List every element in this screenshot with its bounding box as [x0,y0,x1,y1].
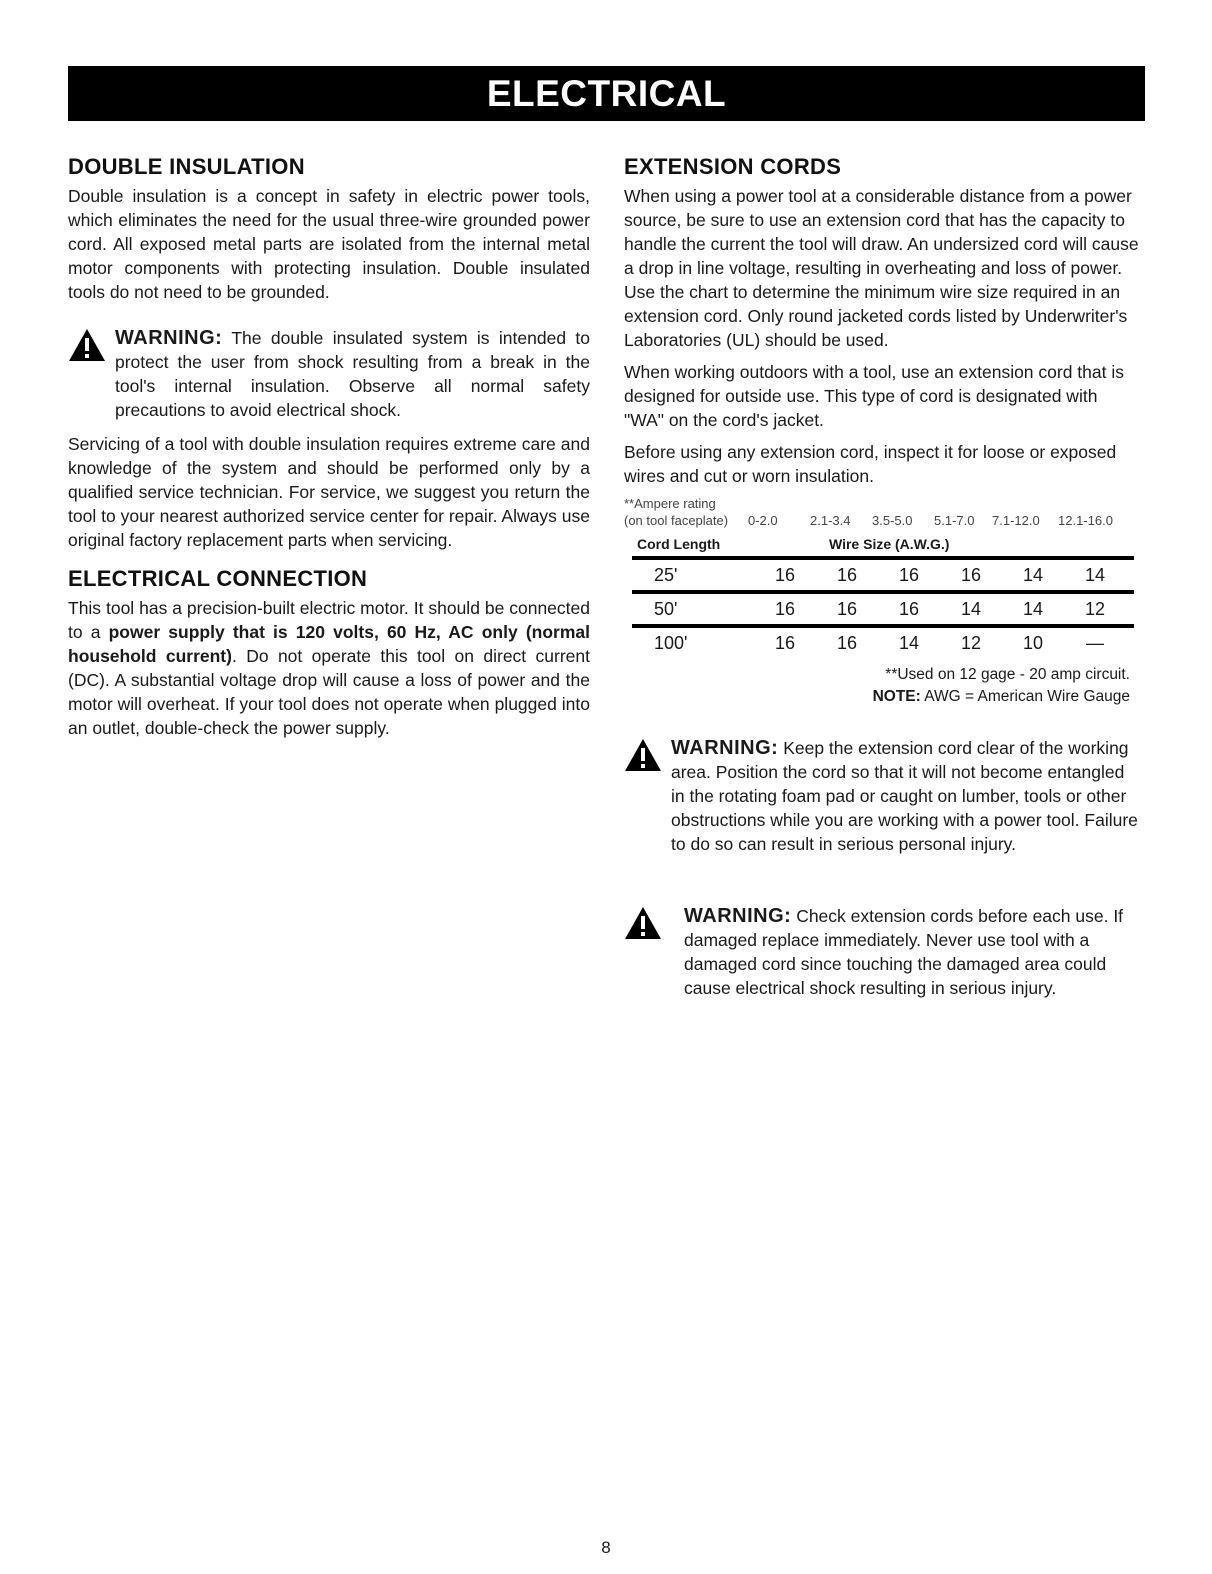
cord-length-cell: 100' [654,632,688,653]
cord-length-cell: 50' [654,598,678,619]
extension-cords-paragraph-1: When using a power tool at a considerable distance from a power source, be sure to use an extension cord that has the capacity to handle the current the tool will draw. An undersized cord will cause a drop in line voltage, resulting in overheating and loss of power. Use the chart to determine the minimum wire size required in an extension cord. Only round jacketed cords listed by Underwriter's Laboratories (UL) should be used. [624,186,1139,350]
extension-cords-paragraph-2: When working outdoors with a tool, use an extension cord that is designed for outside use. This type of cord is designated with "WA" on the cord's jacket. [624,362,1124,430]
ampere-ranges-row [624,513,1142,528]
awg-note [624,686,1130,708]
page-title: ELECTRICAL [486,72,727,114]
warning-text: Keep the extension cord clear of the working area. Position the cord so that it will not become entangled in the rotating foam pad or caught on lumber, tools or other obstructions while you are working with a power tool. Failure to do so can result in serious personal injury. [671,738,1138,854]
note-text: AWG = American Wire Gauge [920,688,1130,705]
cord-length-cell: 25' [654,564,678,585]
note-label: NOTE: [872,688,921,705]
ampere-range: 2.1-3.4 [810,513,851,528]
wire-size-cell: 12 [1084,598,1106,619]
ampere-range: 3.5-5.0 [872,513,913,528]
page-number: 8 [601,1538,611,1557]
connection-text-a: This tool has a precision-built electric motor. It should be connected to a [68,598,590,642]
right-column [624,148,1142,1010]
table-notes [624,664,1142,708]
table-header [624,536,1142,552]
double-insulation-heading: DOUBLE INSULATION [68,154,305,179]
left-column [68,148,590,748]
ampere-rating-header [624,496,1142,528]
ampere-range: 5.1-7.0 [934,513,975,528]
wire-size-cell: 16 [836,564,858,585]
warning-text: Check extension cords before each use. If damaged replace immediately. Never use tool with a damaged cord since touching the damaged area could cause electrical shock resulting in serious injury. [684,906,1124,998]
warning-triangle-icon [624,906,662,940]
table-body [624,556,1142,658]
extension-cords-heading: EXTENSION CORDS [624,154,842,179]
wire-size-cell: 16 [898,598,920,619]
extension-cord-warning-2 [624,904,1142,1000]
table-row [632,628,1134,658]
ampere-range: 12.1-16.0 [1058,513,1113,528]
warning-label: WARNING: [684,905,792,927]
wire-size-cell: 14 [898,632,920,653]
wire-size-cell: 16 [774,598,796,619]
wire-size-cell: 14 [1022,564,1044,585]
ampere-rating-label: **Ampere rating [624,496,716,511]
faceplate-label: (on tool faceplate) [624,513,729,528]
table-row [632,594,1134,628]
warning-label: WARNING: [671,737,779,759]
wire-size-cell: 12 [960,632,982,653]
connection-text-bold: power supply that is 120 volts, 60 Hz, AC only (normal household current) [68,622,590,666]
extension-cord-warning-1 [624,736,1142,856]
warning-triangle-icon [68,328,106,362]
warning-label: WARNING: [115,327,223,349]
double-insulation-warning [68,326,590,422]
wire-size-header: Wire Size (A.W.G.) [829,536,950,552]
wire-size-cell: 16 [836,598,858,619]
wire-size-cell: 14 [1084,564,1106,585]
wire-size-cell: 16 [898,564,920,585]
servicing-paragraph: Servicing of a tool with double insulation requires extreme care and knowledge of the system and should be performed only by a qualified service technician. For service, we suggest you return the tool to your nearest authorized service center for repair. Always use original factory replacement parts when servicing. [68,434,590,550]
wire-size-cell: 16 [774,564,796,585]
wire-size-cell: 10 [1022,632,1044,653]
warning-triangle-icon [624,738,662,772]
wire-size-cell: 14 [960,598,982,619]
wire-size-cell: 16 [836,632,858,653]
electrical-connection-heading: ELECTRICAL CONNECTION [68,566,368,591]
ampere-range: 7.1-12.0 [992,513,1040,528]
ampere-range: 0-2.0 [748,513,778,528]
circuit-footnote: **Used on 12 gage - 20 amp circuit. [885,666,1130,683]
table-row [632,556,1134,594]
connection-text-b: . Do not operate this tool on direct current (DC). A substantial voltage drop will cause a loss of power and the motor will overheat. If your tool does not operate when plugged into an outlet, double-check the power supply. [68,646,591,738]
wire-size-cell: 14 [1022,598,1044,619]
cord-length-header: Cord Length [637,536,721,552]
wire-size-table [624,536,1142,658]
double-insulation-paragraph: Double insulation is a concept in safety in electric power tools, which eliminates the need for the usual three-wire grounded power cord. All exposed metal parts are isolated from the internal metal motor components with protecting insulation. Double insulated tools do not need to be grounded. [68,186,590,302]
wire-size-cell: 16 [960,564,982,585]
warning-text: The double insulated system is intended to protect the user from shock resulting from a break in the tool's internal insulation. Observe all normal safety precautions to avoid electrical shock. [115,328,590,420]
wire-size-cell: — [1086,632,1104,653]
wire-size-cell: 16 [774,632,796,653]
section-banner [68,66,1145,121]
extension-cords-paragraph-3: Before using any extension cord, inspect it for loose or exposed wires and cut or worn insulation. [624,442,1117,486]
electrical-connection-paragraph [68,596,590,740]
